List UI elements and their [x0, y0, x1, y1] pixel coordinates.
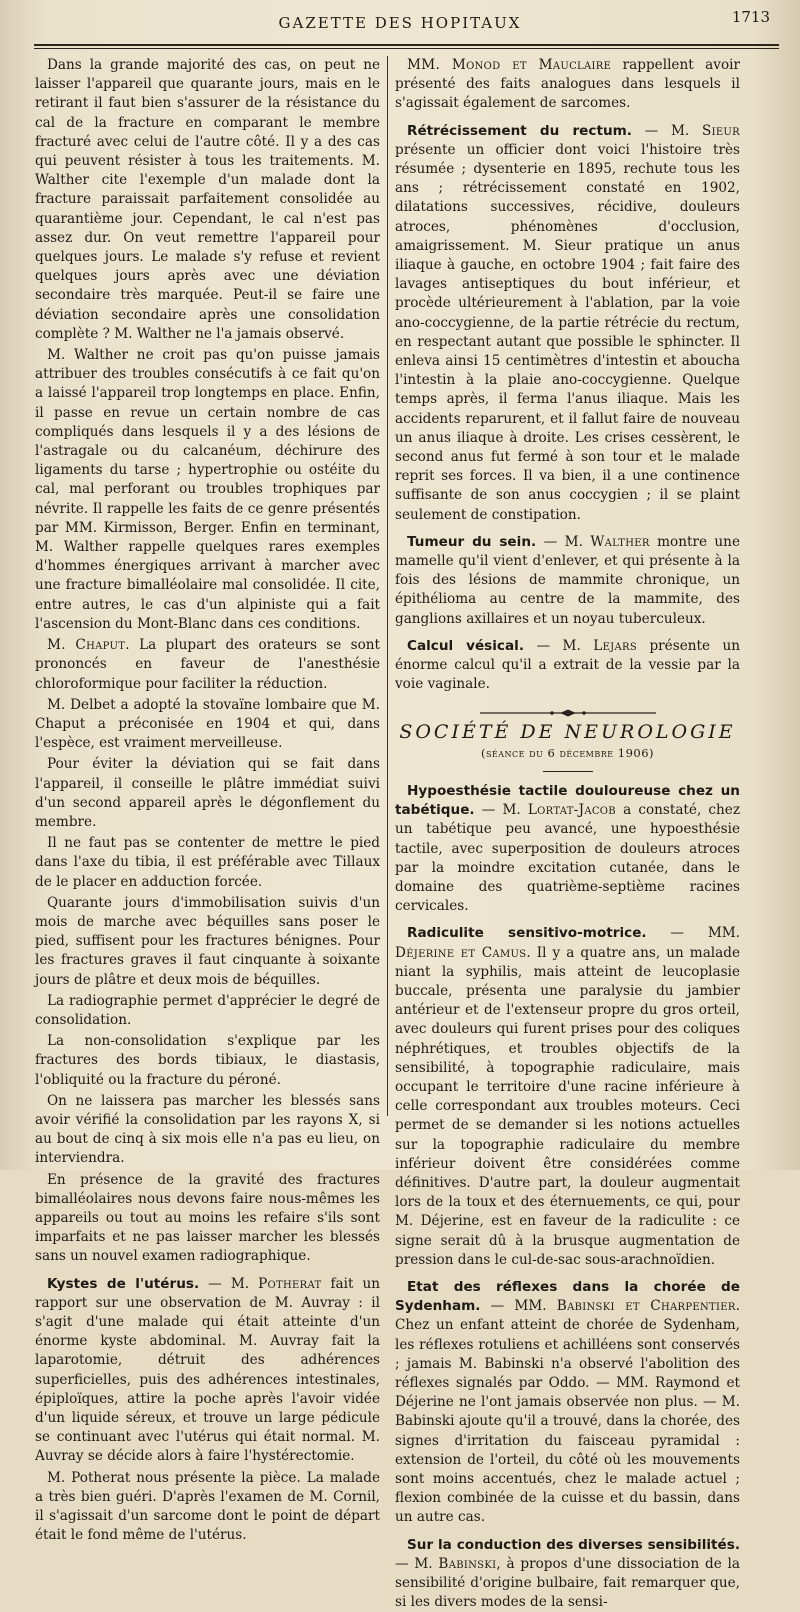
paragraph-text: La plupart des orateurs se sont prononcés en faveur de l'anesthésie chloroformique pour faciliter la réduction.: [35, 637, 380, 692]
header-rule: [34, 44, 779, 46]
paragraph: Il ne faut pas se contenter de mettre le pied dans l'axe du tibia, il est préférable avec Tillaux de le placer en adduction forcée.: [35, 835, 380, 890]
right-column: [395, 56, 740, 1611]
society-header: [395, 709, 740, 772]
paragraph: M. Potherat nous présente la pièce. La malade a très bien guéri. D'après l'examen de M. Cornil, il s'agissait d'un sarcome dont le point de départ était le fond même de l'utérus.: [35, 1469, 380, 1544]
society-title: SOCIÉTÉ DE NEUROLOGIE: [399, 720, 736, 743]
section-heading: Radiculite sensitivo-motrice.: [407, 925, 647, 942]
paragraph-text: présente un officier dont voici l'histoire très résumée ; dysenterie en 1895, rechute tous les ans ; rétrécissement constaté en 1902, dilatations successives, récidive, douleurs atroces, phénomènes d'occlusion, amaigrissement. M. Sieur pratique un anus iliaque à gauche, en octobre 1904 ; fait faire des lavages antiseptiques du bout inférieur, et procède ultérieurement à l'ablation, par la voie ano-coccygienne, de la partie rétrécie du rectum, en respectant autant que possible le sphincter. Il enleva ainsi 15 centimètres d'intestin et aboucha l'intestin à la plaie ano-coccygienne. Quelque temps après, il ferma l'anus iliaque. Mais les accidents reparurent, et il fallut faire de nouveau un anus iliaque à droite. Les crises cessèrent, le second anus fut fermé à son tour et le malade reprit ses forces. Il va bien, il a une continence suffisante de son anus coccygien ; il se plaint seulement de constipation.: [395, 141, 740, 523]
section-calcul: [395, 637, 740, 695]
speaker-name: Lejars: [593, 637, 637, 654]
paragraph: La radiographie permet d'apprécier le degré de consolidation.: [35, 992, 380, 1028]
paragraph: Quarante jours d'immobilisation suivis d'un mois de marche avec béquilles sans poser le pied, suffisent pour les fractures bénignes. Pour les fractures graves il faut cinquante à soixante jours de plâtre et deux mois de béquilles.: [35, 894, 380, 988]
speaker-name: Babinski et Charpentier: [556, 1298, 736, 1315]
section-heading: Rétrécissement du rectum.: [407, 122, 632, 139]
speaker-name: Lortat-Jacob: [527, 802, 616, 819]
section-reflexes: [395, 1278, 740, 1528]
section-heading: Etat des réflexes dans la chorée de Sydenham.: [395, 1278, 740, 1315]
section-kystes: [35, 1275, 380, 1467]
paragraph-text: fait un rapport sur une observation de M. Auvray : il s'agit d'une malade qui était atteinte d'un énorme kyste abdominal. M. Auvray fait la laparotomie, détruit des adhérences superficielles, puis des adhérences intestinales, épiploïques, attire la poche après l'avoir vidée d'un liquide séreux, et trouve un large pédicule se continuant avec l'utérus qui était normal. M. Auvray se décide alors à faire l'hystérectomie.: [35, 1275, 380, 1465]
ornament-rule-icon: [478, 709, 658, 717]
page-header: [0, 4, 800, 34]
section-conduction: [395, 1536, 740, 1612]
paragraph: On ne laissera pas marcher les blessés sans avoir vérifié la consolidation par les rayons X, si au bout de cinq à six mois elle n'a pas eu lieu, on interviendra.: [35, 1092, 380, 1167]
speaker-name: Déjerine et Camus: [395, 944, 527, 961]
paragraph: M. Delbet a adopté la stovaïne lombaire que M. Chaput a préconisée en 1904 et qui, dans l'espèce, est vraiment merveilleuse.: [35, 696, 380, 752]
speaker-name: Walther: [590, 533, 650, 550]
paragraph-text: . Il y a quatre ans, un malade niant la syphilis, mais atteint de leucoplasie buccale, présenta une paralysie du jambier antérieur et de l'extenseur propre du gros orteil, avec douleurs qui furent prises pour des coliques néphrétiques, et troubles objectifs de la sensibilité, à topographie radiculaire, mais occupant le territoire d'une racine inférieure à celle correspondant aux troubles moteurs. Ceci permet de se demander si les notions actuelles sur la topographie radiculaire du membre inférieur doivent être considérées comme définitives. D'autre part, la douleur augmentait lors de la toux et des éternuements, ce qui, pour M. Déjerine, est en faveur de la radiculite : ce signe serait dû à la brusque augmentation de pression dans le cul-de-sac sous-arachnoïdien.: [395, 944, 740, 1268]
speaker-name: Babinski: [438, 1555, 497, 1572]
paragraph: [395, 56, 740, 114]
section-heading: Tumeur du sein.: [407, 533, 537, 550]
paragraph: [35, 636, 380, 694]
paragraph-text: a constaté, chez un tabétique peu avancé, une hypoesthésie tactile, avec superposition de douleurs atroces par la moindre excitation cutanée, dans le domaine des quatrième-septième racines cervicales.: [395, 802, 740, 915]
section-heading: Calcul vésical.: [407, 637, 524, 654]
paragraph-text: rappellent avoir présenté des faits analogues dans lesquels il s'agissait également de sarcomes.: [395, 57, 740, 112]
heading-dash: — MM.: [480, 1298, 557, 1315]
section-heading: Kystes de l'utérus.: [47, 1275, 200, 1292]
paragraph-text: . Chez un enfant atteint de chorée de Sydenham, les réflexes rotuliens et achilléens sont conservés ; jamais M. Babinski n'a observé l'abolition des réflexes signalés par Oddo. — MM. Raymond et Déjerine ne l'ont jamais observée non plus. — M. Babinski ajoute qu'il a trouvé, dans la chorée, des signes d'irritation du faisceau pyramidal : extension de l'orteil, du côté où les mouvements sont moins accentués, chez le malade actuel ; flexion combinée de la cuisse et du bassin, dans un autre cas.: [395, 1298, 740, 1526]
column-divider: [387, 56, 388, 1116]
paragraph: En présence de la gravité des fractures bimalléolaires nous devons faire nous-mêmes les appareils ou tout au moins les refaire s'ils sont imparfaits et ne pas laisser marcher les blessés sans un nouvel examen radiographique.: [35, 1171, 380, 1265]
heading-dash: — M.: [536, 533, 591, 550]
section-heading: Hypoesthésie tactile douloureuse chez un tabétique.: [395, 782, 740, 819]
heading-dash: — MM.: [646, 925, 740, 942]
heading-dash: — M.: [631, 122, 702, 139]
running-title: GAZETTE DES HOPITAUX: [278, 14, 522, 32]
section-retrecissement: [395, 122, 740, 525]
header-rule-thin: [34, 48, 779, 49]
section-radiculite: [395, 924, 740, 1270]
paragraph: M. Walther ne croit pas qu'on puisse jamais attribuer des troubles consécutifs à ce fait qu'on a laissé l'appareil trop longtemps en place. Enfin, il passe en revue un certain nombre de cas compliqués dans lesquels il y a des lésions de l'astragale ou du calcanéum, déchirure des ligaments du tarse ; hypertrophie ou ostéite du cal, mal perforant ou troubles trophiques par névrite. Il rappelle les faits de ce genre présentés par MM. Kirmisson, Berger. Enfin en terminant, M. Walther rappelle quelques rares exemples d'hommes énergiques arrivant à marcher avec une fracture bimalléolaire mal consolidée. Il cite, entre autres, le cas d'un alpiniste qui a fait l'ascension du Mont-Blanc dans ces conditions.: [35, 347, 380, 632]
speaker-name: Sieur: [701, 122, 740, 139]
heading-dash: — M.: [199, 1275, 259, 1292]
section-hypoesthesie: [395, 782, 740, 916]
short-rule: [543, 771, 593, 772]
left-column: [35, 56, 380, 1544]
paragraph: La non-consolidation s'explique par les fractures des bords tibiaux, le diastasis, l'obliquité ou la fracture du péroné.: [35, 1033, 380, 1088]
paragraph-text: présente un énorme calcul qu'il a extrait de la vessie par la voie vaginale.: [395, 637, 740, 693]
speaker-name: Potherat: [258, 1275, 322, 1292]
section-tumeur: [395, 533, 740, 629]
heading-dash: — M.: [523, 637, 594, 654]
speaker-name: MM. Monod et Mauclaire: [407, 57, 612, 73]
speaker-name: M. Chaput.: [47, 637, 130, 654]
page-number: 1713: [731, 8, 770, 26]
paragraph-text: montre une mamelle qu'il vient d'enlever, et qui présente à la fois des lésions de mammite chronique, un épithélioma au centre de la mammite, des ganglions axillaires et un noyau tuberculeux.: [395, 533, 740, 627]
section-heading: Sur la conduction des diverses sensibilités.: [407, 1536, 740, 1553]
session-date: (séance du 6 décembre 1906): [480, 745, 655, 760]
paragraph-text: , à propos d'une dissociation de la sensibilité d'origine bulbaire, fait remarquer que, si les divers modes de la sensi-: [395, 1555, 740, 1611]
paragraph: Dans la grande majorité des cas, on peut ne laisser l'appareil que quarante jours, mais en le retirant il faut bien s'assurer de la résistance du cal de la fracture en comparant le membre fracturé avec celui de l'autre côté. Il y a des cas qui peuvent résister à tous les traitements. M. Walther cite l'exemple d'un malade dont la fracture paraissait parfaitement consolidée au quarantième jour. Cependant, le cal n'est pas assez dur. On veut remettre l'appareil pour quelques jours. Le malade s'y refuse et revient quelques jours après avec une déviation secondaire très marquée. Peut-il se faire une déviation secondaire après une consolidation complète ? M. Walther ne l'a jamais observé.: [35, 57, 380, 342]
paragraph: Pour éviter la déviation qui se fait dans l'appareil, il conseille le plâtre immédiat suivi d'un second appareil après le dégonflement du membre.: [35, 756, 380, 830]
heading-dash: — M.: [474, 802, 528, 819]
heading-dash: — M.: [395, 1555, 439, 1572]
